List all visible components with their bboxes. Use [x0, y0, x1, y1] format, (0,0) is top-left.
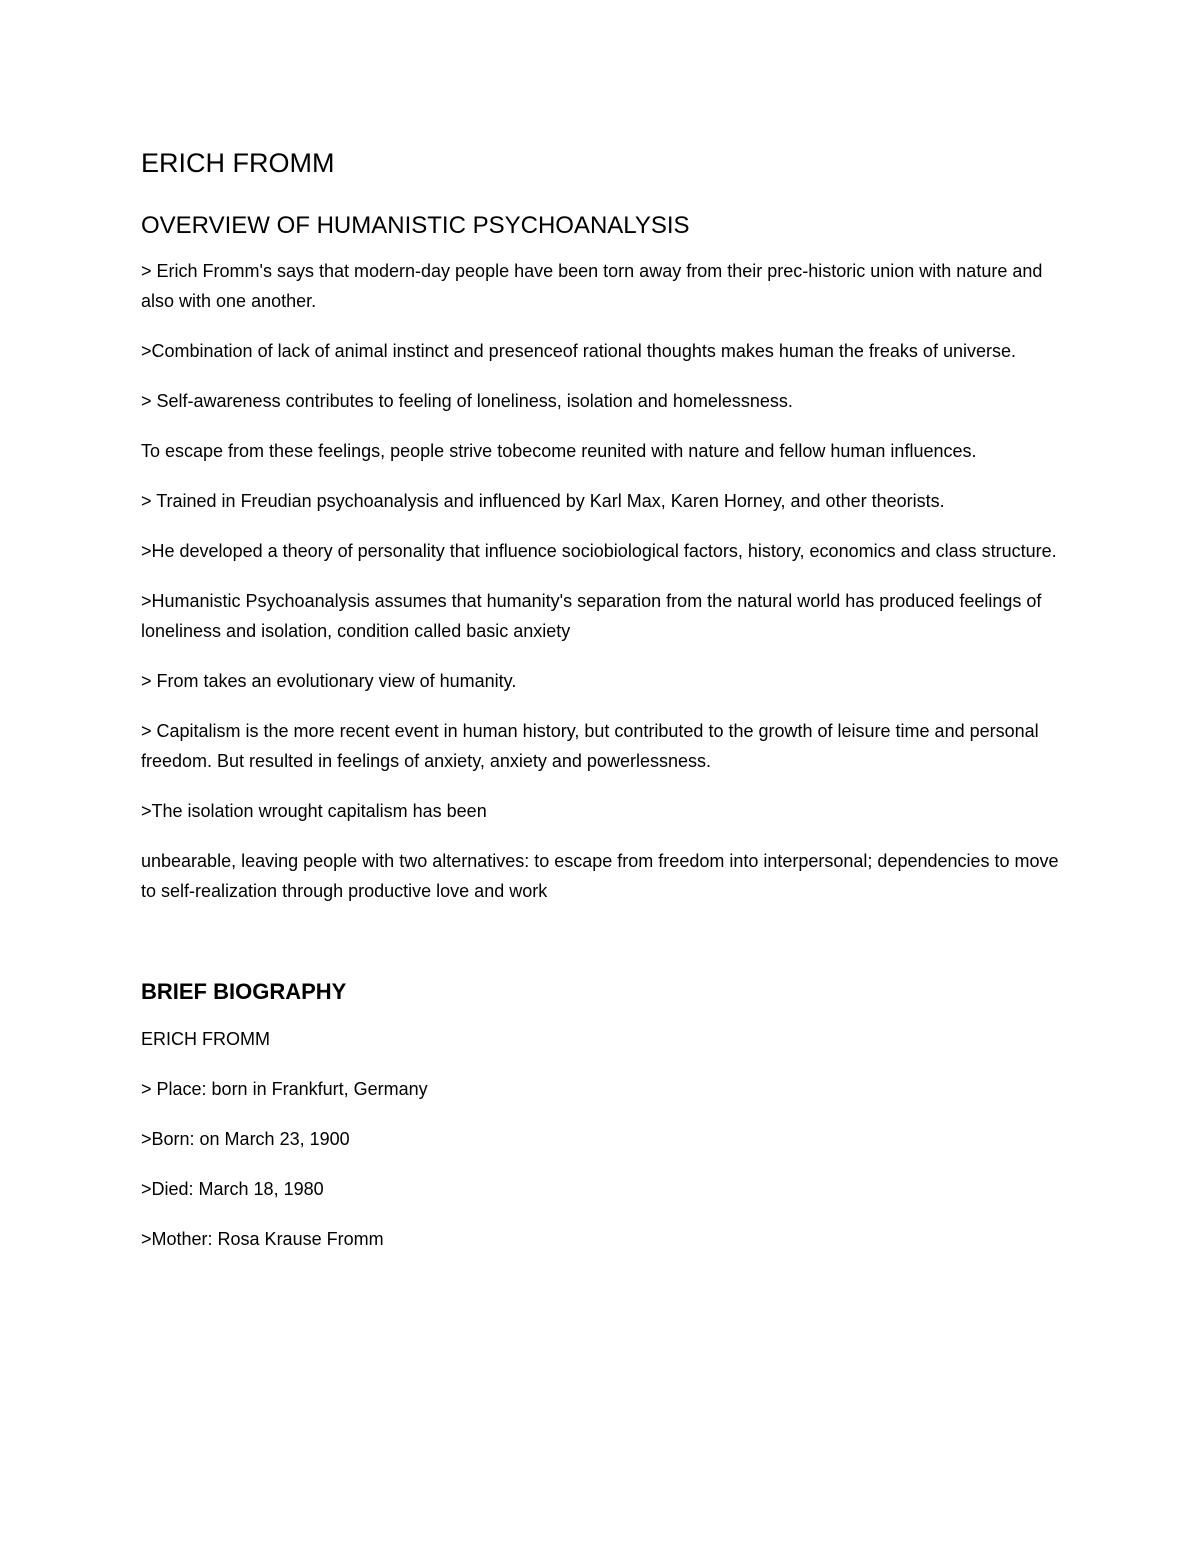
- overview-paragraph: To escape from these feelings, people strive tobecome reunited with nature and fellow human influences.: [141, 441, 977, 461]
- overview-section: [141, 256, 1071, 906]
- overview-paragraph: > From takes an evolutionary view of humanity.: [141, 671, 517, 691]
- biography-heading: BRIEF BIOGRAPHY: [141, 979, 347, 1004]
- biography-item: >Died: March 18, 1980: [141, 1179, 324, 1199]
- overview-paragraph: >Combination of lack of animal instinct and presenceof rational thoughts makes human the freaks of universe.: [141, 341, 1016, 361]
- overview-paragraph: >He developed a theory of personality that influence sociobiological factors, history, economics and class structure.: [141, 541, 1057, 561]
- document-page: [141, 140, 1071, 1274]
- biography-item: > Place: born in Frankfurt, Germany: [141, 1079, 428, 1099]
- overview-paragraph: > Erich Fromm's says that modern-day people have been torn away from their prec-historic union with nature and also with one another.: [141, 261, 1043, 311]
- overview-paragraph: unbearable, leaving people with two alternatives: to escape from freedom into interpersonal; dependencies to move to self-realization through productive love and work: [141, 851, 1059, 901]
- document-title: ERICH FROMM: [141, 148, 335, 178]
- document-subtitle: OVERVIEW OF HUMANISTIC PSYCHOANALYSIS: [141, 212, 690, 239]
- biography-item: ERICH FROMM: [141, 1029, 270, 1049]
- overview-paragraph: > Trained in Freudian psychoanalysis and influenced by Karl Max, Karen Horney, and other theorists.: [141, 491, 945, 511]
- overview-paragraph: >The isolation wrought capitalism has been: [141, 801, 487, 821]
- biography-item: >Born: on March 23, 1900: [141, 1129, 350, 1149]
- biography-section: [141, 1024, 1071, 1254]
- overview-paragraph: > Self-awareness contributes to feeling of loneliness, isolation and homelessness.: [141, 391, 793, 411]
- biography-item: >Mother: Rosa Krause Fromm: [141, 1229, 384, 1249]
- overview-paragraph: >Humanistic Psychoanalysis assumes that humanity's separation from the natural world has produced feelings of loneliness and isolation, condition called basic anxiety: [141, 591, 1042, 641]
- overview-paragraph: > Capitalism is the more recent event in human history, but contributed to the growth of leisure time and personal freedom. But resulted in feelings of anxiety, anxiety and powerlessness.: [141, 721, 1039, 771]
